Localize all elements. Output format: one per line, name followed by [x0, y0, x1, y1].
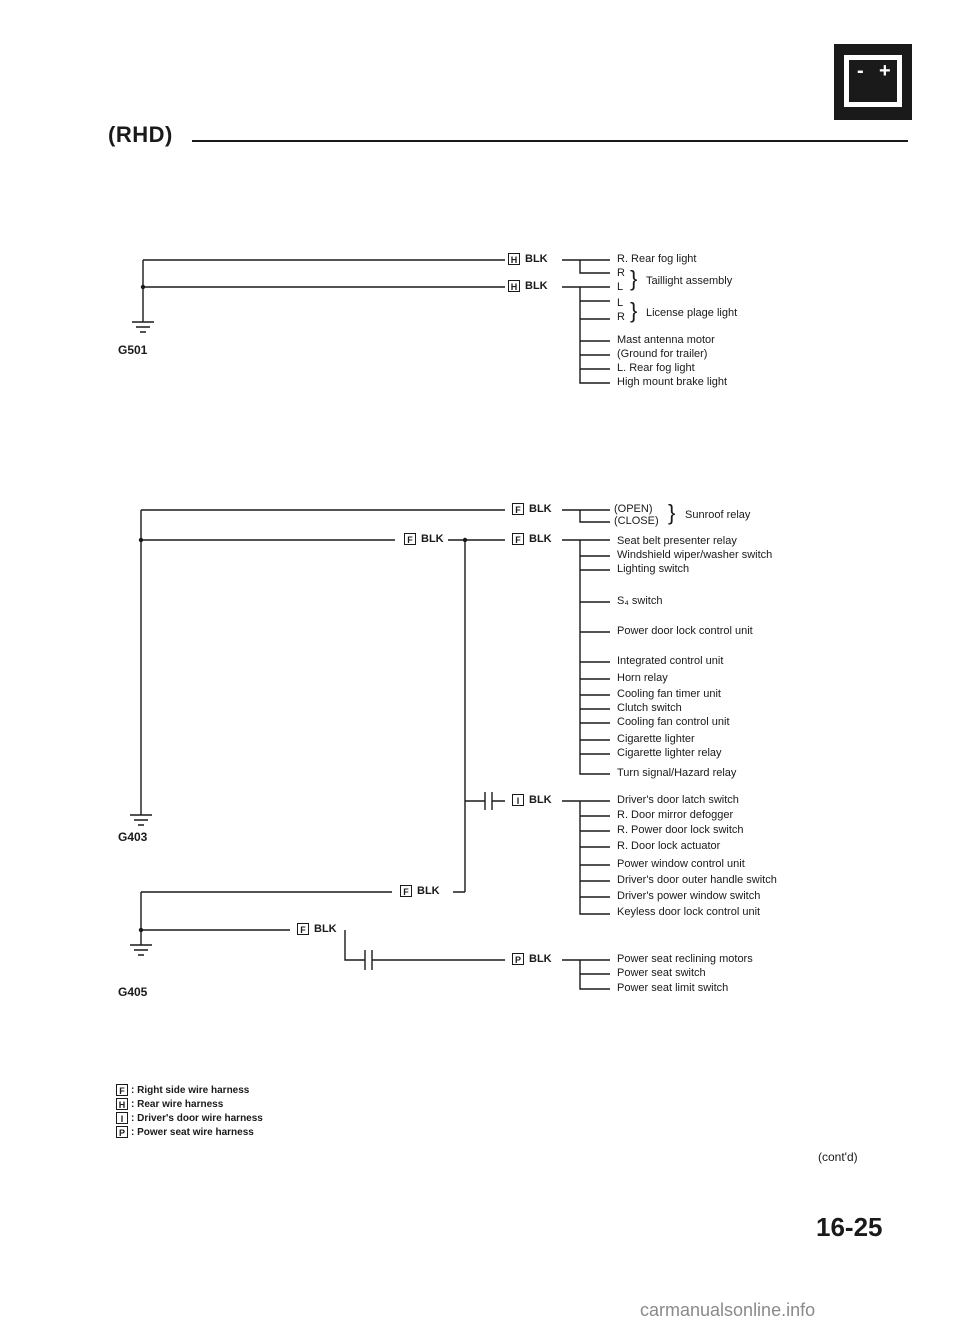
- label-seat-belt: Seat belt presenter relay: [617, 535, 737, 547]
- junction-f-mid: [463, 538, 467, 542]
- label-license: License plage light: [646, 307, 738, 319]
- connector-code: F: [297, 923, 309, 935]
- wire-sunroof-bus: [562, 510, 610, 522]
- label-keyless: Keyless door lock control unit: [617, 906, 761, 918]
- label-open: (OPEN): [614, 503, 653, 515]
- label-high-mount: High mount brake light: [617, 376, 728, 388]
- wire-color: BLK: [525, 253, 548, 265]
- ground-label-g405: G405: [118, 985, 148, 999]
- wire-h2-bus: [562, 287, 610, 383]
- connector-code: I: [512, 794, 524, 806]
- ground-label-g501: G501: [118, 343, 148, 357]
- legend-text: : Driver's door wire harness: [131, 1112, 263, 1124]
- label-s4: S₄ switch: [617, 595, 663, 607]
- connector-i-blk: [512, 794, 552, 806]
- label-integrated: Integrated control unit: [617, 655, 724, 667]
- connector-f-blk-seatbelt: [512, 533, 552, 545]
- label-cooling-control: Cooling fan control unit: [617, 716, 730, 728]
- ground-label-g403: G403: [118, 830, 148, 844]
- junction-g501: [141, 285, 145, 289]
- legend-row-p: [116, 1125, 263, 1139]
- label-taillight: Taillight assembly: [646, 275, 733, 287]
- label-turn-signal: Turn signal/Hazard relay: [617, 767, 737, 779]
- connector-p-blk: [512, 953, 552, 965]
- label-limit-switch: Power seat limit switch: [617, 982, 729, 994]
- label-taillight-l: L: [617, 281, 624, 293]
- connector-f-blk-lower: [400, 885, 440, 897]
- wire-seat-bus: [562, 960, 610, 989]
- battery-plus-label: +: [879, 60, 891, 82]
- label-r-rear-fog: R. Rear fog light: [617, 253, 697, 265]
- label-taillight-r: R: [617, 267, 625, 279]
- battery-minus-label: -: [857, 60, 864, 82]
- page-number: 16-25: [816, 1212, 883, 1242]
- label-license-l: L: [617, 297, 624, 309]
- connector-code: F: [512, 503, 524, 515]
- wire-p-connector: [365, 950, 505, 970]
- legend-code: H: [116, 1098, 128, 1110]
- wire-i-connector: [465, 792, 505, 810]
- label-license-r: R: [617, 311, 625, 323]
- label-outer-handle: Driver's door outer handle switch: [617, 874, 777, 886]
- connector-code: F: [512, 533, 524, 545]
- label-horn: Horn relay: [617, 672, 668, 684]
- ground-symbol-g403: [130, 815, 152, 825]
- label-window-switch: Driver's power window switch: [617, 890, 761, 902]
- label-l-rear-fog: L. Rear fog light: [617, 362, 695, 374]
- legend: [116, 1083, 263, 1139]
- ground-symbol-g405: [130, 945, 152, 955]
- legend-row-i: [116, 1111, 263, 1125]
- label-lighting: Lighting switch: [617, 563, 690, 575]
- wire-door-bus: [562, 801, 610, 914]
- continued-label: (cont'd): [818, 1150, 858, 1164]
- connector-code: P: [512, 953, 524, 965]
- legend-code: P: [116, 1126, 128, 1138]
- legend-text: : Rear wire harness: [131, 1098, 224, 1110]
- wire-color: BLK: [314, 923, 337, 935]
- legend-row-h: [116, 1097, 263, 1111]
- label-door-latch: Driver's door latch switch: [617, 794, 739, 806]
- label-mirror-defogger: R. Door mirror defogger: [617, 809, 734, 821]
- junction-g405: [139, 928, 143, 932]
- connector-code: F: [404, 533, 416, 545]
- wire-h1-bus: [562, 260, 610, 273]
- ground-symbol-g501: [132, 322, 154, 332]
- junction-g403: [139, 538, 143, 542]
- wire-main-bus: [562, 540, 610, 774]
- connector-code: H: [508, 253, 520, 265]
- section-title: (RHD): [108, 122, 173, 147]
- label-door-lock-actuator: R. Door lock actuator: [617, 840, 721, 852]
- connector-code: H: [508, 280, 520, 292]
- wire-color: BLK: [525, 280, 548, 292]
- connector-h-blk-lower: [508, 280, 548, 292]
- label-wiper: Windshield wiper/washer switch: [617, 549, 773, 561]
- wire-color: BLK: [529, 794, 552, 806]
- connector-code: F: [400, 885, 412, 897]
- label-window-control: Power window control unit: [617, 858, 745, 870]
- connector-f-blk-g405: [297, 923, 337, 935]
- wire-color: BLK: [417, 885, 440, 897]
- wire-f-mid: [448, 540, 505, 892]
- wire-g501-upper: [143, 260, 505, 322]
- wire-g403-trunk: [141, 510, 505, 815]
- label-close: (CLOSE): [614, 515, 659, 527]
- label-cooling-timer: Cooling fan timer unit: [617, 688, 721, 700]
- label-power-door-lock: Power door lock control unit: [617, 625, 753, 637]
- label-sunroof: Sunroof relay: [685, 509, 751, 521]
- label-door-lock-switch: R. Power door lock switch: [617, 824, 744, 836]
- brace-taillight: }: [630, 266, 638, 291]
- label-cig-relay: Cigarette lighter relay: [617, 747, 722, 759]
- connector-h-blk-upper: [508, 253, 548, 265]
- legend-code: F: [116, 1084, 128, 1096]
- legend-code: I: [116, 1112, 128, 1124]
- legend-text: : Right side wire harness: [131, 1084, 250, 1096]
- label-cig-lighter: Cigarette lighter: [617, 733, 695, 745]
- label-seat-switch: Power seat switch: [617, 967, 706, 979]
- wire-color: BLK: [529, 533, 552, 545]
- label-mast-antenna: Mast antenna motor: [617, 334, 715, 346]
- wire-color: BLK: [529, 953, 552, 965]
- label-reclining: Power seat reclining motors: [617, 953, 753, 965]
- label-clutch: Clutch switch: [617, 702, 682, 714]
- label-ground-trailer: (Ground for trailer): [617, 348, 708, 360]
- connector-f-blk-mid: [404, 533, 444, 545]
- brace-license: }: [630, 298, 638, 323]
- connector-f-blk-sunroof: [512, 503, 552, 515]
- wire-color: BLK: [421, 533, 444, 545]
- legend-text: : Power seat wire harness: [131, 1126, 254, 1138]
- legend-row-f: [116, 1083, 263, 1097]
- brace-sunroof: }: [668, 500, 676, 525]
- wire-color: BLK: [529, 503, 552, 515]
- watermark: carmanualsonline.info: [640, 1300, 816, 1320]
